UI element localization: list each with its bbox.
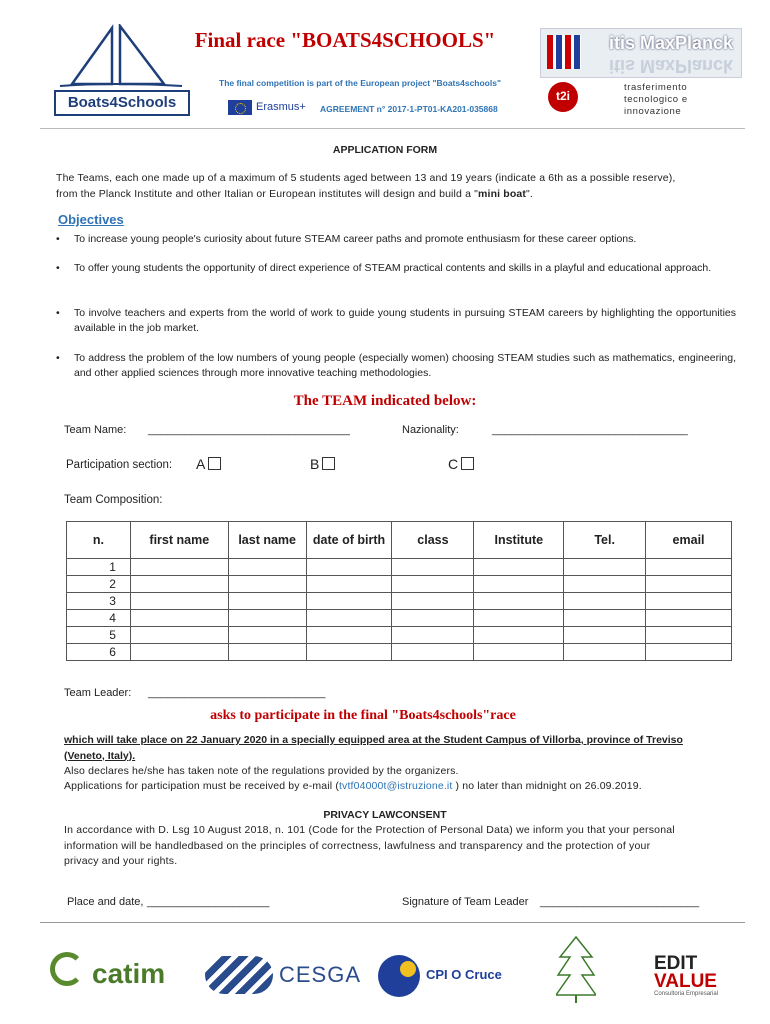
cell[interactable] bbox=[564, 576, 646, 593]
maxplanck-logo-text: itis MaxPlanck bbox=[609, 33, 734, 53]
table-row bbox=[67, 610, 732, 627]
team-leader-label: Team Leader: bbox=[64, 687, 132, 699]
cpi-logo bbox=[378, 955, 513, 997]
cell[interactable] bbox=[130, 576, 228, 593]
place-date-field[interactable]: ____________________ bbox=[147, 896, 270, 908]
erasmus-flag-icon bbox=[228, 100, 252, 115]
row-number: 5 bbox=[67, 627, 131, 644]
subtitle: The final competition is part of the European project "Boats4schools" bbox=[219, 78, 501, 88]
t2i-text bbox=[624, 82, 688, 118]
objectives-title: Objectives bbox=[58, 212, 124, 227]
header-last-name: last name bbox=[228, 522, 306, 559]
section-c-checkbox[interactable] bbox=[461, 457, 474, 470]
cell[interactable] bbox=[306, 593, 392, 610]
cell[interactable] bbox=[130, 610, 228, 627]
table-row bbox=[67, 627, 732, 644]
intro-line-2 bbox=[56, 187, 746, 203]
cell[interactable] bbox=[474, 559, 564, 576]
cell[interactable] bbox=[392, 576, 474, 593]
cell[interactable] bbox=[130, 593, 228, 610]
table-row bbox=[67, 559, 732, 576]
section-a-label: A bbox=[196, 456, 206, 472]
cpi-globe-icon bbox=[378, 955, 420, 997]
cell[interactable] bbox=[646, 576, 732, 593]
cell[interactable] bbox=[228, 559, 306, 576]
nationality-label: Nazionality: bbox=[402, 424, 459, 436]
objective-item-3 bbox=[56, 306, 736, 336]
cell[interactable] bbox=[646, 593, 732, 610]
cell[interactable] bbox=[228, 593, 306, 610]
cell[interactable] bbox=[564, 559, 646, 576]
cesga-stripes-icon bbox=[205, 956, 273, 994]
team-name-field[interactable]: _________________________________ bbox=[148, 424, 350, 436]
cell[interactable] bbox=[392, 610, 474, 627]
header-date-of-birth: date of birth bbox=[306, 522, 392, 559]
cell[interactable] bbox=[474, 576, 564, 593]
header-tel: Tel. bbox=[564, 522, 646, 559]
edit-value-text-3: Consultoria Empresarial bbox=[654, 991, 719, 997]
section-c-label: C bbox=[448, 456, 459, 472]
cell[interactable] bbox=[646, 610, 732, 627]
cell[interactable] bbox=[392, 559, 474, 576]
cesga-logo-text: CESGA bbox=[279, 962, 362, 987]
catim-logo bbox=[50, 948, 175, 998]
objective-item-1 bbox=[56, 232, 736, 247]
row-number: 6 bbox=[67, 644, 131, 661]
cell[interactable] bbox=[564, 610, 646, 627]
cell[interactable] bbox=[306, 627, 392, 644]
cell[interactable] bbox=[306, 576, 392, 593]
row-number: 1 bbox=[67, 559, 131, 576]
cell[interactable] bbox=[228, 627, 306, 644]
cell[interactable] bbox=[564, 593, 646, 610]
cell[interactable] bbox=[646, 559, 732, 576]
maxplanck-logo-mirror: itis MaxPlanck bbox=[609, 56, 734, 76]
table-row bbox=[67, 644, 732, 661]
header-email: email bbox=[646, 522, 732, 559]
cell[interactable] bbox=[130, 627, 228, 644]
cell[interactable] bbox=[306, 644, 392, 661]
email-link[interactable]: tvtf04000t@istruzione.it bbox=[338, 780, 453, 792]
objective-text: To involve teachers and experts from the world of work to guide young students in pursuing STEAM careers by highlighting the opportunities available in the job market. bbox=[74, 307, 736, 334]
signature-field[interactable]: __________________________ bbox=[540, 896, 700, 908]
row-number: 3 bbox=[67, 593, 131, 610]
table-row bbox=[67, 576, 732, 593]
objective-item-4 bbox=[56, 351, 736, 381]
section-a-option[interactable] bbox=[196, 456, 221, 472]
intro-text bbox=[56, 171, 746, 202]
header-divider bbox=[40, 128, 745, 129]
bullet-icon: • bbox=[56, 307, 60, 319]
cell[interactable] bbox=[306, 559, 392, 576]
cesga-logo bbox=[205, 952, 362, 998]
header-first-name: first name bbox=[130, 522, 228, 559]
cell[interactable] bbox=[646, 644, 732, 661]
apply-pre: Applications for participation must be received by e-mail ( bbox=[64, 780, 339, 792]
t2i-line-2: tecnologico e bbox=[624, 94, 688, 105]
intro-line-2-post: ". bbox=[526, 187, 533, 200]
catim-logo-text: catim bbox=[92, 958, 166, 989]
t2i-logo-icon bbox=[548, 82, 578, 112]
cpi-logo-text: CPI O Cruce bbox=[426, 967, 502, 982]
objective-item-2 bbox=[56, 261, 736, 276]
cell[interactable] bbox=[474, 627, 564, 644]
team-name-label: Team Name: bbox=[64, 424, 127, 436]
signature-label: Signature of Team Leader bbox=[402, 896, 529, 908]
place-date-label: Place and date, bbox=[67, 896, 144, 908]
catim-swirl-icon bbox=[50, 952, 84, 986]
t2i-badge-text: t2i bbox=[555, 89, 570, 103]
maxplanck-emblem-icon bbox=[547, 35, 581, 69]
tree-logo-icon bbox=[556, 935, 596, 1003]
section-b-checkbox[interactable] bbox=[322, 457, 335, 470]
bullet-icon: • bbox=[56, 352, 60, 364]
section-a-checkbox[interactable] bbox=[208, 457, 221, 470]
erasmus-label: Erasmus+ bbox=[256, 101, 306, 113]
row-number: 4 bbox=[67, 610, 131, 627]
edit-value-text-2: VALUE bbox=[654, 971, 717, 992]
boats4schools-logo-text: Boats4Schools bbox=[54, 90, 190, 116]
nationality-field[interactable]: ________________________________ bbox=[492, 424, 688, 436]
section-b-label: B bbox=[310, 456, 320, 472]
apply-post: ) no later than midnight on 26.09.2019. bbox=[452, 780, 642, 792]
t2i-line-3: innovazione bbox=[624, 106, 682, 117]
objective-text: To increase young people's curiosity about future STEAM career paths and promote enthusiasm for these career options. bbox=[74, 233, 637, 245]
bullet-icon: • bbox=[56, 233, 60, 245]
team-composition-label: Team Composition: bbox=[64, 494, 163, 506]
declare-text: Also declares he/she has taken note of the regulations provided by the organizers. bbox=[64, 765, 459, 777]
header-n: n. bbox=[67, 522, 131, 559]
intro-line-1: The Teams, each one made up of a maximum of 5 students aged between 13 and 19 years (indicate a 6th as a possible reserve), bbox=[56, 172, 676, 184]
team-composition-table bbox=[66, 521, 732, 661]
t2i-line-1: trasferimento bbox=[624, 82, 688, 93]
cell[interactable] bbox=[228, 576, 306, 593]
venue-line-1: which will take place on 22 January 2020 in a specially equipped area at the Student Campus of Villorba, province of Treviso bbox=[64, 734, 683, 746]
cell[interactable] bbox=[564, 627, 646, 644]
cell[interactable] bbox=[474, 593, 564, 610]
ask-title: asks to participate in the final "Boats4schools"race bbox=[210, 708, 516, 723]
cell[interactable] bbox=[392, 627, 474, 644]
objective-text: To offer young students the opportunity of direct experience of STEAM practical contents and skills in a playful and educational approach. bbox=[74, 262, 712, 274]
cell[interactable] bbox=[392, 593, 474, 610]
cell[interactable] bbox=[646, 627, 732, 644]
privacy-text bbox=[64, 823, 744, 870]
cell[interactable] bbox=[228, 644, 306, 661]
venue-text bbox=[64, 733, 744, 764]
cell[interactable] bbox=[306, 610, 392, 627]
maxplanck-logo bbox=[540, 28, 742, 78]
cell[interactable] bbox=[474, 610, 564, 627]
bullet-icon: • bbox=[56, 262, 60, 274]
team-title: The TEAM indicated below: bbox=[293, 393, 477, 409]
intro-line-2-pre: from the Planck Institute and other Italian or European institutes will design and build a " bbox=[56, 187, 479, 200]
row-number: 2 bbox=[67, 576, 131, 593]
mini-boat-text: mini boat bbox=[478, 187, 527, 200]
cell[interactable] bbox=[392, 644, 474, 661]
participation-label: Participation section: bbox=[66, 459, 173, 471]
venue-line-2: (Veneto, Italy). bbox=[64, 749, 136, 762]
header-class: class bbox=[392, 522, 474, 559]
form-title: APPLICATION FORM bbox=[332, 144, 438, 156]
cell[interactable] bbox=[130, 644, 228, 661]
cell[interactable] bbox=[474, 644, 564, 661]
footer-divider bbox=[40, 922, 745, 923]
cell[interactable] bbox=[228, 610, 306, 627]
boats4schools-logo bbox=[52, 24, 187, 119]
objective-text: To address the problem of the low numbers of young people (especially women) choosing STEAM studies such as mathematics, engineering, and other applied sciences through more innovative teaching methodologies. bbox=[74, 352, 736, 379]
section-c-option[interactable] bbox=[448, 456, 474, 472]
cell[interactable] bbox=[564, 644, 646, 661]
agreement-number: AGREEMENT n° 2017-1-PT01-KA201-035868 bbox=[320, 104, 498, 114]
edit-value-text-1: EDIT bbox=[654, 953, 698, 974]
privacy-line-2: information will be handledbased on the principles of correctness, lawfulness and transparency and the protection of your bbox=[64, 839, 651, 852]
team-leader-field[interactable]: _____________________________ bbox=[148, 687, 326, 699]
table-header-row bbox=[67, 522, 732, 559]
table-row bbox=[67, 593, 732, 610]
privacy-line-1: In accordance with D. Lsg 10 August 2018, n. 101 (Code for the Protection of Personal Data) we inform you that your personal bbox=[64, 824, 675, 836]
cell[interactable] bbox=[130, 559, 228, 576]
page-title: Final race "BOATS4SCHOOLS" bbox=[194, 28, 496, 52]
header-institute: Institute bbox=[474, 522, 564, 559]
edit-value-logo bbox=[654, 955, 734, 1005]
section-b-option[interactable] bbox=[310, 456, 335, 472]
apply-text bbox=[64, 779, 744, 795]
privacy-line-3: privacy and your rights. bbox=[64, 855, 178, 867]
privacy-title: PRIVACY LAWCONSENT bbox=[323, 809, 447, 821]
